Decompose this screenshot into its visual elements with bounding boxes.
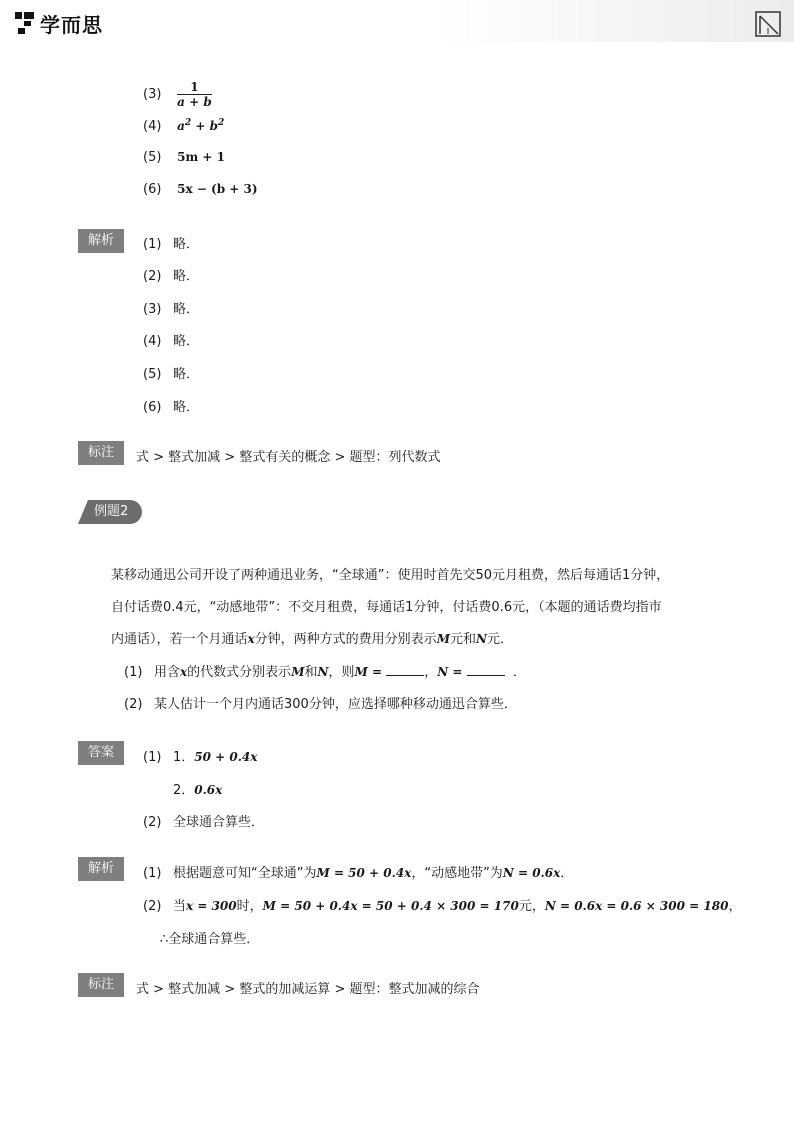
option-6	[143, 182, 258, 197]
option-expression: 5x − (b + 3)	[177, 182, 258, 196]
fraction-numerator: 1	[177, 80, 212, 95]
tag-slash	[78, 500, 88, 524]
option-number: (3)	[143, 87, 162, 102]
analysis-item: (2) 略．	[143, 269, 200, 284]
option-number: (5)	[143, 150, 162, 165]
note-text: 式 > 整式加减 > 整式的加减运算 > 题型：整式加减的综合	[136, 982, 480, 997]
answer-blank[interactable]	[386, 663, 424, 676]
option-number: (6)	[143, 182, 162, 197]
analysis-item: (1) 略．	[143, 237, 200, 252]
answer-item: (1) 1．50 + 0.4x	[143, 750, 258, 765]
option-expression: 5m + 1	[177, 150, 225, 164]
analysis-item: (6) 略．	[143, 400, 200, 415]
page-header	[0, 0, 794, 42]
fraction	[177, 80, 212, 109]
option-5	[143, 150, 225, 165]
answer-item: (2) 全球通合算些．	[143, 815, 265, 830]
brand-name: 学而思	[40, 12, 103, 37]
option-4	[143, 118, 224, 134]
example-tag	[78, 500, 142, 524]
answer-tag: 答案	[78, 741, 124, 765]
problem-line: 内通话），若一个月通话x分钟，两种方式的费用分别表示M元和N元．	[111, 632, 513, 647]
fraction-denominator: a + b	[177, 95, 212, 109]
note-text: 式 > 整式加减 > 整式有关的概念 > 题型：列代数式	[136, 450, 441, 465]
problem-line: 自付话费0.4元，“动感地带”：不交月租费，每通话1分钟，付话费0.6元，（本题的通话费均指市	[111, 600, 662, 615]
example-tag-label: 例题2	[94, 504, 129, 519]
analysis-tag: 解析	[78, 857, 124, 881]
note-tag: 标注	[78, 973, 124, 997]
answer-item: 2．0.6x	[173, 783, 223, 798]
sub-question-2: (2) 某人估计一个月内通话300分钟，应选择哪种移动通迅合算些．	[124, 697, 517, 712]
sub-question-1: (1) 用含x的代数式分别表示M和N，则M = ，N = ．	[124, 665, 526, 680]
option-expression: $a^2 + b^2$	[177, 118, 225, 133]
note-tag: 标注	[78, 441, 124, 465]
analysis-tag: 解析	[78, 229, 124, 253]
ruler-triangle-icon	[754, 10, 782, 38]
analysis-item: (3) 略．	[143, 302, 200, 317]
option-3	[143, 80, 212, 109]
analysis-item: (1) 根据题意可知“全球通”为M = 50 + 0.4x，“动感地带”为N = 0.6x．	[143, 866, 574, 881]
analysis-item: (2) 当x = 300时，M = 50 + 0.4x = 50 + 0.4 × 300 = 170元，N = 0.6x = 0.6 × 300 = 180，	[143, 899, 742, 914]
option-number: (4)	[143, 119, 162, 134]
brand-mark-icon	[14, 11, 36, 35]
analysis-item: ∴全球通合算些．	[160, 932, 260, 947]
analysis-item: (5) 略．	[143, 367, 200, 382]
analysis-item: (4) 略．	[143, 334, 200, 349]
problem-line: 某移动通迅公司开设了两种通迅业务，“全球通”：使用时首先交50元月租费，然后每通话1分钟，	[111, 568, 670, 583]
brand-logo	[14, 10, 103, 36]
answer-blank[interactable]	[467, 663, 505, 676]
